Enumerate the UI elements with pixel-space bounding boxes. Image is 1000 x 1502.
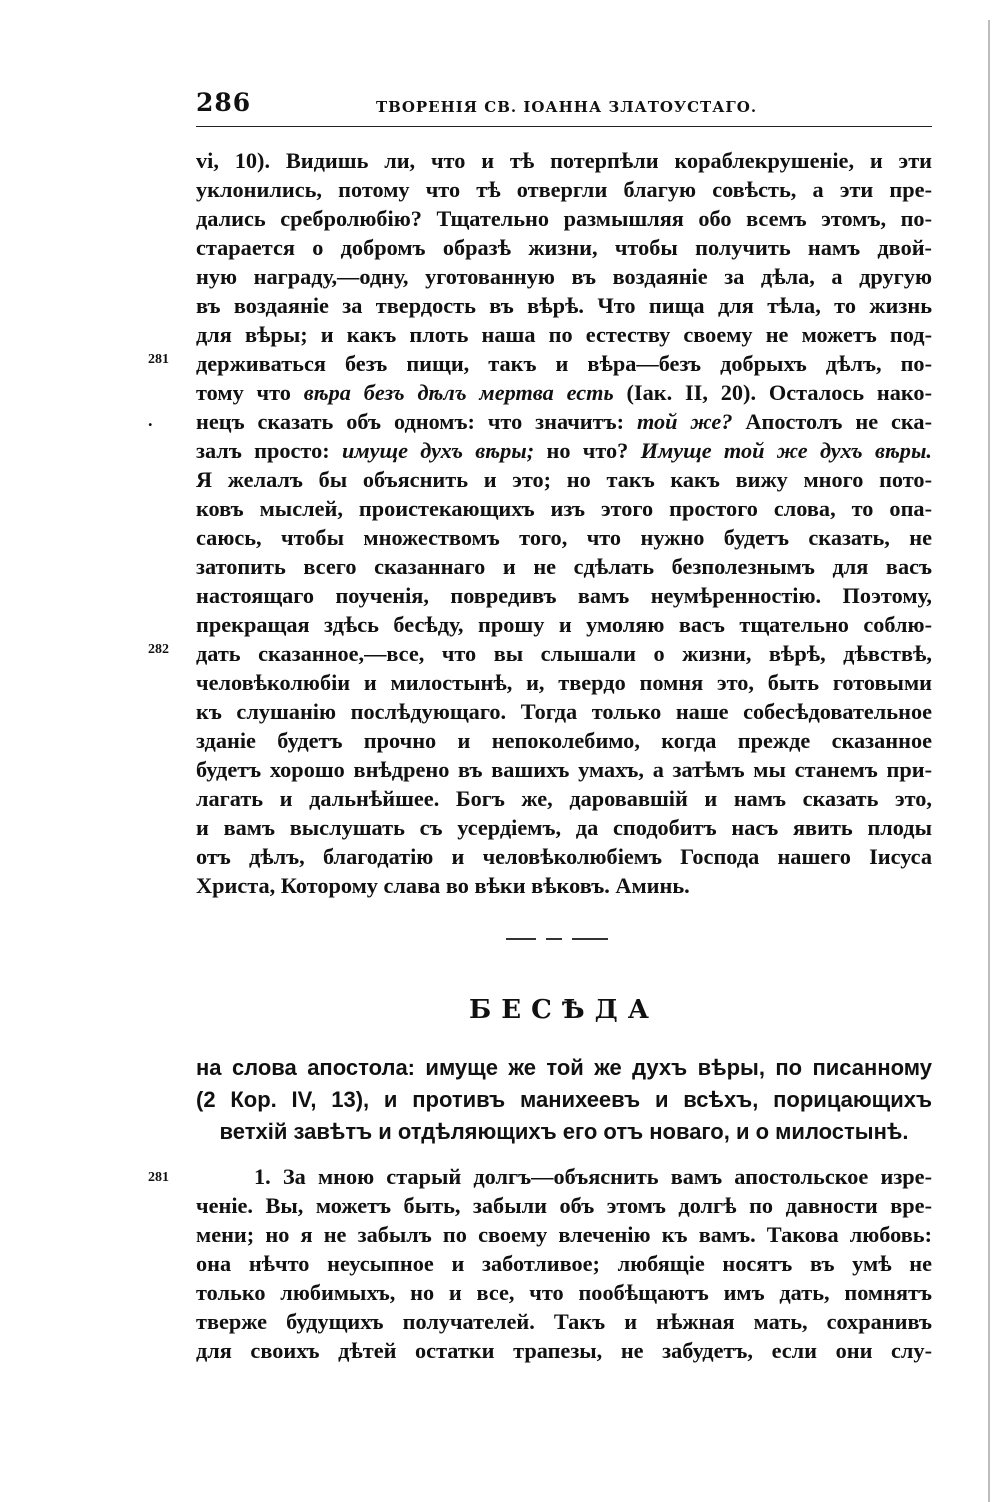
text-line: будетъ хорошо внѣдрено въ вашихъ умахъ, а затѣмъ мы станемъ при- [196, 757, 932, 782]
text-segment: залъ просто: [196, 438, 342, 463]
text-line: мени; но я не забылъ по своему влеченію къ вамъ. Такова любовь: [196, 1222, 932, 1247]
text-segment: (Іак. II, 20). Осталось нако- [613, 380, 933, 405]
page-number: 286 [196, 88, 252, 117]
section-separator [572, 938, 608, 940]
text-line: держиваться безъ пищи, такъ и вѣра—безъ добрыхъ дѣлъ, по- [196, 351, 932, 376]
page-header [196, 86, 932, 127]
text-line: для своихъ дѣтей остатки трапезы, не забудетъ, если они слу- [196, 1338, 932, 1363]
section-separator [546, 938, 562, 940]
text-line [196, 378, 932, 407]
text-line: прекращая здѣсь бесѣду, прошу и умоляю васъ тщательно соблю- [196, 612, 932, 637]
text-line: настоящаго поученія, повредивъ вамъ неумѣренностію. Поэтому, [196, 583, 932, 608]
text-line: къ слушанію послѣдующаго. Тогда только наше собесѣдовательное [196, 699, 932, 724]
text-line: дать сказанное,—все, что вы слышали о жизни, вѣрѣ, дѣвствѣ, [196, 641, 932, 666]
text-line: только любимыхъ, но и все, что пообѣщаютъ имъ дать, помнятъ [196, 1280, 932, 1305]
italic-quote: той же? [636, 409, 733, 434]
text-segment: но что? [534, 438, 641, 463]
section-subtitle [196, 1052, 932, 1148]
subtitle-line: на слова апостола: имуще же той же духъ вѣры, по писанному [196, 1055, 932, 1080]
text-block-1 [196, 146, 932, 900]
italic-quote: вѣра безъ дѣлъ мертва есть [303, 380, 614, 405]
text-line [196, 436, 932, 465]
text-line: она нѣчто неусыпное и заботливое; любящіе носятъ въ умѣ не [196, 1251, 932, 1276]
text-line: для вѣры; и какъ плоть наша по естеству своему не можетъ под- [196, 322, 932, 347]
page-edge-shadow [988, 20, 990, 1502]
text-segment: нецъ сказать объ одномъ: что значитъ: [196, 409, 637, 434]
text-line: въ воздаяніе за твердость въ вѣрѣ. Что пища для тѣла, то жизнь [196, 293, 932, 318]
section-separator [506, 938, 536, 940]
margin-number: 282 [148, 642, 169, 657]
text-line: лагать и дальнѣйшее. Богъ же, даровавшій и намъ сказать это, [196, 786, 932, 811]
text-line: затопить всего сказаннаго и не сдѣлать безполезнымъ для васъ [196, 554, 932, 579]
text-segment: тому что [196, 380, 304, 405]
text-segment: Апостолъ не ска- [732, 409, 932, 434]
running-title: ТВОРЕНІЯ СВ. ІОАННА ЗЛАТОУСТАГО. [376, 98, 758, 116]
text-line: 1. За мною старый долгъ—объяснить вамъ апостольское изре- [254, 1164, 932, 1189]
text-line: старается о добромъ образѣ жизни, чтобы получить намъ двой- [196, 235, 932, 260]
italic-quote: имуще духъ вѣры; [341, 438, 535, 463]
subtitle-line: (2 Кор. IV, 13), и противъ манихеевъ и всѣхъ, порицающихъ [196, 1087, 932, 1112]
text-line: ную награду,—одну, уготованную въ воздаяніе за дѣла, а другую [196, 264, 932, 289]
text-line: ченіе. Вы, можетъ быть, забыли объ этомъ долгѣ по давности вре- [196, 1193, 932, 1218]
text-line: человѣколюбіи и милостынѣ, и, твердо помня это, быть готовыми [196, 670, 932, 695]
margin-number: 281 [148, 1170, 169, 1185]
text-line: зданіе будетъ прочно и непоколебимо, когда прежде сказанное [196, 728, 932, 753]
text-line: и вамъ выслушать съ усердіемъ, да сподобитъ насъ явить плоды [196, 815, 932, 840]
text-line: дались сребролюбію? Тщательно размышляя обо всемъ этомъ, по- [196, 206, 932, 231]
text-line: отъ дѣлъ, благодатію и человѣколюбіемъ Господа нашего Іисуса [196, 844, 932, 869]
section-title: БЕСѢДА [469, 995, 659, 1025]
text-line [196, 407, 932, 436]
italic-quote: Имуще той же духъ вѣры. [640, 438, 933, 463]
text-line: Христа, Которому слава во вѣки вѣковъ. Аминь. [196, 873, 690, 898]
text-line: Я желалъ бы объяснить и это; но такъ какъ вижу много пото- [196, 467, 932, 492]
margin-mark: . [148, 410, 153, 430]
text-line: ковъ мыслей, проистекающихъ изъ этого простого слова, то опа- [196, 496, 932, 521]
text-line: тверже будущихъ получателей. Такъ и нѣжная мать, сохранивъ [196, 1309, 932, 1334]
subtitle-line: ветхій завѣтъ и отдѣляющихъ его отъ новаго, и о милостынѣ. [219, 1119, 909, 1144]
text-line: саюсь, чтобы множествомъ того, что нужно будетъ сказать, не [196, 525, 932, 550]
margin-number: 281 [148, 352, 169, 367]
text-line: vi, 10). Видишь ли, что и тѣ потерпѣли кораблекрушеніе, и эти [196, 148, 932, 173]
text-line: уклонились, потому что тѣ отвергли благую совѣсть, а эти пре- [196, 177, 932, 202]
text-block-2 [196, 1162, 932, 1365]
